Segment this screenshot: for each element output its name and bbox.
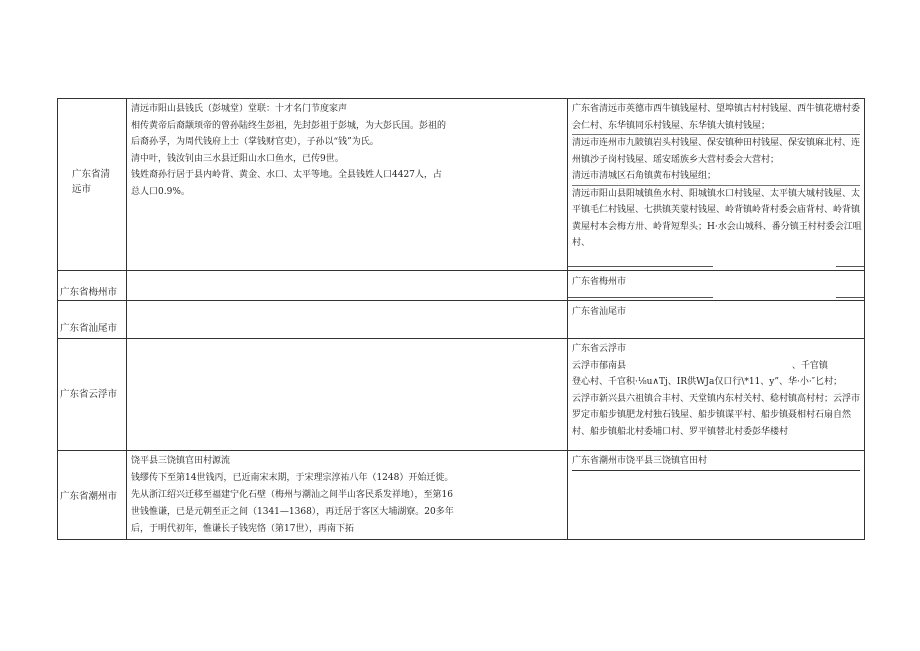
distribution-cell (568, 271, 864, 300)
distribution-cell (568, 301, 864, 338)
text-line: 广东省汕尾市 (572, 307, 627, 317)
partial-rule-right (836, 297, 864, 298)
origin-cell (127, 99, 568, 270)
text-line: 广东省潮州市饶平县三饶镇官田村 (572, 453, 860, 471)
text-line: 钱缪传下至第14世钱丙，已近南宋末期，于宋理宗淳祐八年（1248）开始迁徙。 (131, 473, 454, 483)
text-line: 州镇沙子岗村钱屋、瑶安瑶族乡大营村委会大营村； (572, 154, 780, 165)
text-line: 黄屋村本会梅方卅、岭背短犁头；H·水会山城科、番分镇王村村委会江咀 (572, 221, 862, 232)
text-line: 清远市清城区石角镇黄布村钱屋组； (572, 168, 860, 186)
distribution-cell (568, 451, 864, 539)
text-line: 世钱惟谦，已是元朝至正之间（1341—1368），再迁居于客区大埔湖寮。20多年 (131, 507, 454, 517)
text-line: 清中叶，钱汝钊由三水县迁阳山水口鱼水，已传9世。 (131, 153, 344, 164)
province-cell (58, 339, 127, 450)
text-line: 村、船步镇船北村委埔口村、罗平镇替北村委彭华楼村 (572, 426, 789, 437)
origin-cell (127, 451, 568, 539)
origin-text (127, 99, 567, 202)
partial-rule-right (836, 266, 864, 267)
distribution-text (568, 339, 864, 442)
text-line: 会仁村、东华镇同乐村钱屋、东华镇大镇村钱屋； (572, 118, 860, 136)
text-line: 钱姓裔孙行居于县内岭背、黄金、水口、太平等地。全县钱姓人口4427人，占 (131, 170, 442, 180)
text-line: 广东省云浮市 (572, 344, 627, 354)
distribution-text (568, 301, 864, 323)
origin-cell (127, 301, 568, 338)
province-label: 广东省云浮市 (60, 389, 118, 400)
table-row (58, 451, 864, 539)
text-line: 先从浙江绍兴迁移至福建宁化石壁（梅州与潮汕之间半山客民系发祥地），至第16 (131, 490, 453, 500)
origin-cell (127, 339, 568, 450)
province-label: 广东省清远市 (72, 169, 111, 195)
partial-rule-left (568, 297, 713, 298)
text-line: 清远市连州市九陂镇岩头村钱屋、保安镇种田村钱屋、保安镇麻北村、连 (572, 138, 861, 148)
table-row (58, 99, 864, 271)
province-label: 广东省汕尾市 (60, 323, 118, 334)
origin-text (127, 451, 567, 539)
text-line: 广东省清远市英德市西牛镇钱屋村、望埠镇古村村钱屋、西牛镇花塘村委 (572, 104, 861, 114)
genealogy-table (57, 98, 865, 540)
distribution-cell (568, 99, 864, 270)
text-line: 后裔孙孚，为周代钱府上士（掌钱财官吏），子孙以“钱”为氏。 (131, 137, 379, 147)
table-row (58, 339, 864, 451)
text-line: 清远市阳山县钱氏（彭城堂）堂联：十才名门节度家声 (131, 104, 348, 114)
text-line: 村、 (572, 238, 591, 248)
text-line: 清远市阳山县阳城镇鱼水村、阳城镇水口村钱屋、太平镇大城村钱屋、太 (572, 188, 861, 199)
text-line: 广东省梅州市 (572, 277, 627, 287)
text-line: 云浮市郁南县 、千官镇 (572, 360, 828, 371)
text-line: 后，于明代初年，惟谦长子钱宪恪（第17世），再南下拓 (131, 524, 354, 534)
distribution-text (568, 99, 864, 254)
text-line: 平镇毛仁村钱屋、七拱镇芙蒙村钱屋、岭背镇岭背村委会庙背村、岭背镇 (572, 205, 861, 215)
text-line: 登心村、千官积·⅛u∧Tj、IR供WJa仅口行\*11、y”、华·小·″匕村； (572, 377, 843, 387)
partial-rule-left (568, 266, 713, 267)
province-label: 广东省潮州市 (60, 491, 118, 502)
text-line: 总人口0.9%。 (131, 186, 190, 197)
text-line: 相传黄帝后裔颛顼帝的曾孙陆终生彭祖，先封彭祖于彭城，为大彭氏国。彭祖的 (131, 120, 447, 131)
text-line: 饶平县三饶镇官田村源流 (131, 456, 231, 466)
province-cell (58, 271, 127, 300)
origin-cell (127, 271, 568, 300)
distribution-text (568, 451, 864, 473)
province-cell (58, 451, 127, 539)
table-row (58, 301, 864, 339)
province-cell (58, 301, 127, 338)
text-line: 罗定市船步镇肥龙村独石钱屋、船步镇谋平村、船步镇聂相村石扇自然 (572, 410, 852, 420)
province-cell (58, 99, 127, 270)
table-row (58, 271, 864, 301)
distribution-cell (568, 339, 864, 450)
province-label: 广东省梅州市 (60, 287, 118, 298)
text-line: 云浮市新兴县六祖镇合丰村、天堂镇内东村关村、稔村镇高村村；云浮市 (572, 393, 861, 404)
distribution-text (568, 271, 864, 293)
